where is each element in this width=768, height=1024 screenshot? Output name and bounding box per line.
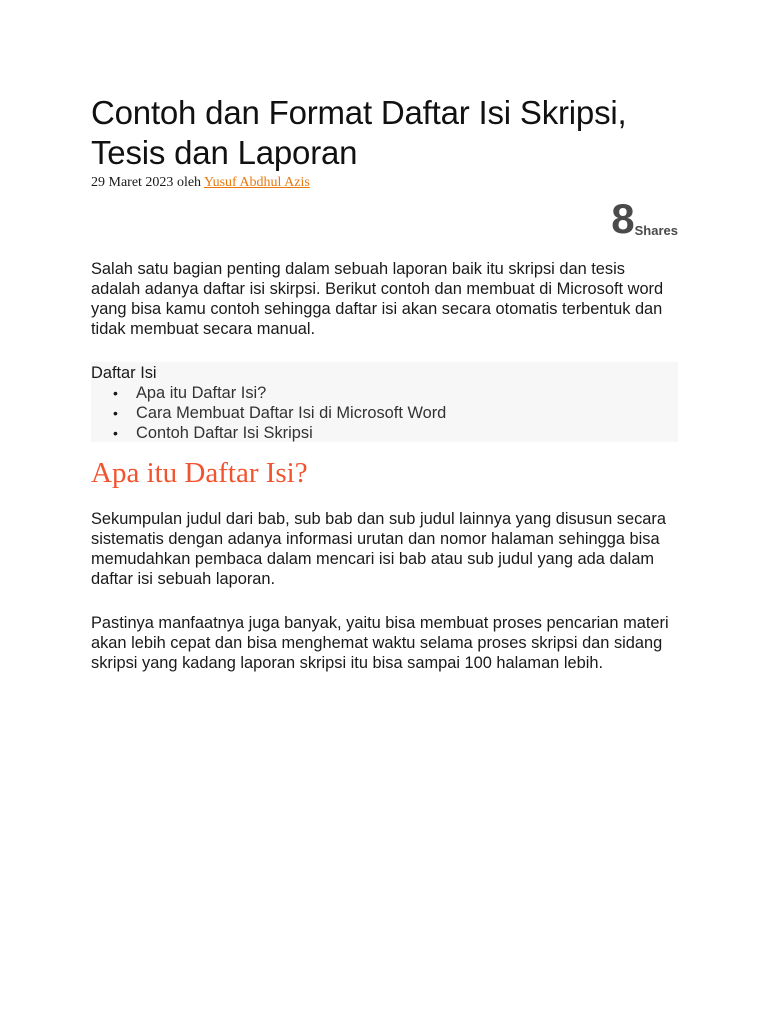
intro-paragraph: Salah satu bagian penting dalam sebuah laporan baik itu skripsi dan tesis adalah adanya daftar isi skirpsi. Berikut contoh dan membuat di Microsoft word yang bisa kamu contoh sehingga daftar isi akan secara otomatis terbentuk dan tidak membuat secara manual. — [91, 260, 664, 338]
article-meta — [91, 174, 678, 192]
bullet-icon: • — [113, 425, 118, 441]
shares-label: Shares — [634, 223, 678, 238]
shares-count: 8 — [611, 195, 635, 242]
table-of-contents — [91, 362, 678, 442]
toc-list — [91, 383, 678, 443]
toc-item[interactable] — [113, 423, 678, 443]
section-paragraph: Sekumpulan judul dari bab, sub bab dan sub judul lainnya yang disusun secara sistematis dengan adanya informasi urutan dan nomor halaman sehingga bisa memudahkan pembaca dalam mencari isi bab atau sub judul yang ada dalam daftar isi sebuah laporan. — [91, 510, 666, 588]
bullet-icon: • — [113, 385, 118, 401]
toc-item[interactable] — [113, 403, 678, 423]
article — [91, 0, 678, 672]
share-counter[interactable] — [611, 195, 678, 242]
toc-item[interactable] — [113, 383, 678, 403]
toc-item-label: Cara Membuat Daftar Isi di Microsoft Word — [136, 404, 447, 422]
toc-title: Daftar Isi — [91, 364, 157, 382]
publish-date: 29 Maret 2023 — [91, 175, 174, 190]
article-title: Contoh dan Format Daftar Isi Skripsi, Tesis dan Laporan — [91, 94, 627, 171]
bullet-icon: • — [113, 405, 118, 421]
toc-item-label: Contoh Daftar Isi Skripsi — [136, 424, 313, 442]
section-heading: Apa itu Daftar Isi? — [91, 457, 308, 489]
toc-item-label: Apa itu Daftar Isi? — [136, 384, 267, 402]
author-link[interactable]: Yusuf Abdhul Azis — [204, 175, 310, 190]
section-paragraph: Pastinya manfaatnya juga banyak, yaitu bisa membuat proses pencarian materi akan lebih cepat dan bisa menghemat waktu selama proses skripsi dan sidang skripsi yang kadang laporan skripsi itu bisa sampai 100 halaman lebih. — [91, 614, 669, 672]
by-label: oleh — [176, 175, 202, 190]
